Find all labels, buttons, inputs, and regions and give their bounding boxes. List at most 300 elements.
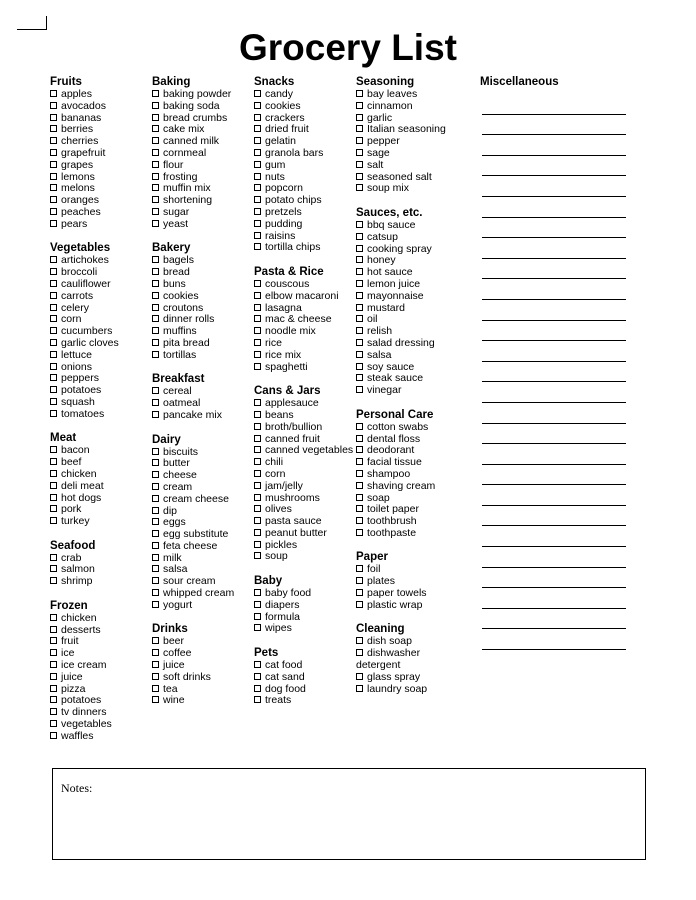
item-label: cauliflower <box>61 277 111 290</box>
checkbox-icon[interactable] <box>152 161 159 168</box>
checkbox-icon[interactable] <box>356 245 363 252</box>
checkbox-icon[interactable] <box>50 268 57 275</box>
section-heading: Dairy <box>152 433 181 446</box>
checkbox-icon[interactable] <box>356 374 363 381</box>
list-item <box>254 551 354 563</box>
checkbox-icon[interactable] <box>50 720 57 727</box>
checkbox-icon[interactable] <box>50 351 57 358</box>
write-in-line[interactable] <box>482 279 626 300</box>
write-in-line[interactable] <box>482 300 626 321</box>
checkbox-icon[interactable] <box>152 507 159 514</box>
checkbox-icon[interactable] <box>152 149 159 156</box>
checkbox-icon[interactable] <box>356 90 363 97</box>
checkbox-icon[interactable] <box>356 423 363 430</box>
item-label: baking soda <box>163 99 220 112</box>
checkbox-icon[interactable] <box>254 673 261 680</box>
item-label: rice <box>265 336 282 349</box>
checkbox-icon[interactable] <box>356 435 363 442</box>
section-pets <box>254 647 354 707</box>
checkbox-icon[interactable] <box>152 649 159 656</box>
item-label: canned fruit <box>265 432 320 445</box>
checkbox-icon[interactable] <box>50 614 57 621</box>
checkbox-icon[interactable] <box>50 208 57 215</box>
checkbox-icon[interactable] <box>152 292 159 299</box>
item-label: grapes <box>61 158 94 171</box>
section-baking <box>152 76 252 231</box>
checkbox-icon[interactable] <box>152 637 159 644</box>
checkbox-icon[interactable] <box>152 565 159 572</box>
item-label: broccoli <box>61 266 98 279</box>
checkbox-icon[interactable] <box>356 446 363 453</box>
item-label: tomatoes <box>61 407 105 420</box>
write-in-line[interactable] <box>482 485 626 506</box>
item-label: buns <box>163 277 186 290</box>
item-label: wine <box>163 694 185 707</box>
checkbox-icon[interactable] <box>50 482 57 489</box>
checkbox-icon[interactable] <box>254 149 261 156</box>
checkbox-icon[interactable] <box>254 184 261 191</box>
write-in-line[interactable] <box>482 568 626 589</box>
checkbox-icon[interactable] <box>50 386 57 393</box>
checkbox-icon[interactable] <box>50 173 57 180</box>
checkbox-icon[interactable] <box>254 529 261 536</box>
section-seafood <box>50 540 150 588</box>
item-label: sugar <box>163 205 190 218</box>
checkbox-icon[interactable] <box>254 399 261 406</box>
section-heading: Meat <box>50 432 77 445</box>
item-label: pancake mix <box>163 408 222 421</box>
checkbox-icon[interactable] <box>50 327 57 334</box>
checkbox-icon[interactable] <box>356 482 363 489</box>
checkbox-icon[interactable] <box>356 494 363 501</box>
checkbox-icon[interactable] <box>356 339 363 346</box>
checkbox-icon[interactable] <box>254 363 261 370</box>
item-label: pudding <box>265 217 303 230</box>
item-label: potato chips <box>265 194 322 207</box>
item-label: potatoes <box>61 694 102 707</box>
checkbox-icon[interactable] <box>50 554 57 561</box>
list-item <box>152 600 252 612</box>
checkbox-icon[interactable] <box>254 470 261 477</box>
checkbox-icon[interactable] <box>50 505 57 512</box>
checkbox-icon[interactable] <box>356 315 363 322</box>
checkbox-icon[interactable] <box>152 542 159 549</box>
item-label: plastic wrap <box>367 598 423 611</box>
checkbox-icon[interactable] <box>152 315 159 322</box>
section-heading: Seafood <box>50 539 96 552</box>
item-label: soup <box>265 550 288 563</box>
checkbox-icon[interactable] <box>254 661 261 668</box>
item-label: eggs <box>163 516 186 529</box>
checkbox-icon[interactable] <box>254 589 261 596</box>
checkbox-icon[interactable] <box>356 470 363 477</box>
checkbox-icon[interactable] <box>254 696 261 703</box>
item-label: foil <box>367 563 381 576</box>
checkbox-icon[interactable] <box>152 339 159 346</box>
checkbox-icon[interactable] <box>50 292 57 299</box>
checkbox-icon[interactable] <box>254 505 261 512</box>
checkbox-icon[interactable] <box>152 530 159 537</box>
checkbox-icon[interactable] <box>152 673 159 680</box>
list-item <box>254 623 354 635</box>
section-heading: Pets <box>254 647 279 660</box>
checkbox-icon[interactable] <box>254 102 261 109</box>
checkbox-icon[interactable] <box>50 363 57 370</box>
write-in-line[interactable] <box>482 588 626 609</box>
item-label: hot dogs <box>61 491 102 504</box>
checkbox-icon[interactable] <box>152 137 159 144</box>
checkbox-icon[interactable] <box>356 577 363 584</box>
checkbox-icon[interactable] <box>254 114 261 121</box>
checkbox-icon[interactable] <box>152 125 159 132</box>
item-label: yeast <box>163 217 189 230</box>
checkbox-icon[interactable] <box>152 351 159 358</box>
checkbox-icon[interactable] <box>152 256 159 263</box>
item-label: glass spray <box>367 670 421 683</box>
checkbox-icon[interactable] <box>356 649 363 656</box>
checkbox-icon[interactable] <box>50 90 57 97</box>
checkbox-icon[interactable] <box>356 114 363 121</box>
checkbox-icon[interactable] <box>254 552 261 559</box>
checkbox-icon[interactable] <box>152 114 159 121</box>
checkbox-icon[interactable] <box>152 471 159 478</box>
checkbox-icon[interactable] <box>254 613 261 620</box>
checkbox-icon[interactable] <box>254 292 261 299</box>
checkbox-icon[interactable] <box>152 220 159 227</box>
write-in-line[interactable] <box>482 259 626 280</box>
item-label: butter <box>163 457 190 470</box>
checkbox-icon[interactable] <box>356 102 363 109</box>
checkbox-icon[interactable] <box>254 435 261 442</box>
checkbox-icon[interactable] <box>50 565 57 572</box>
item-label: crackers <box>265 111 305 124</box>
section-cleaning <box>356 623 464 695</box>
checkbox-icon[interactable] <box>254 125 261 132</box>
checkbox-icon[interactable] <box>254 685 261 692</box>
checkbox-icon[interactable] <box>152 601 159 608</box>
checkbox-icon[interactable] <box>50 626 57 633</box>
item-label: mustard <box>367 301 405 314</box>
checkbox-icon[interactable] <box>356 161 363 168</box>
item-label: cornmeal <box>163 146 207 159</box>
checkbox-icon[interactable] <box>50 304 57 311</box>
write-in-line[interactable] <box>482 176 626 197</box>
checkbox-icon[interactable] <box>152 268 159 275</box>
checkbox-icon[interactable] <box>152 685 159 692</box>
checkbox-icon[interactable] <box>356 517 363 524</box>
checkbox-icon[interactable] <box>254 173 261 180</box>
write-in-line[interactable] <box>482 403 626 424</box>
item-label: formula <box>265 610 301 623</box>
checkbox-icon[interactable] <box>152 208 159 215</box>
item-label: salt <box>367 158 384 171</box>
checkbox-icon[interactable] <box>50 661 57 668</box>
checkbox-icon[interactable] <box>356 137 363 144</box>
write-in-line[interactable] <box>482 465 626 486</box>
checkbox-icon[interactable] <box>152 173 159 180</box>
checkbox-icon[interactable] <box>50 517 57 524</box>
checkbox-icon[interactable] <box>152 184 159 191</box>
item-label: soap <box>367 491 390 504</box>
item-label: gum <box>265 158 286 171</box>
checkbox-icon[interactable] <box>356 256 363 263</box>
checkbox-icon[interactable] <box>254 304 261 311</box>
checkbox-icon[interactable] <box>254 494 261 501</box>
checkbox-icon[interactable] <box>356 292 363 299</box>
item-label: pita bread <box>163 336 210 349</box>
item-label: seasoned salt <box>367 170 432 183</box>
write-in-line[interactable] <box>482 629 626 650</box>
checkbox-icon[interactable] <box>254 446 261 453</box>
checkbox-icon[interactable] <box>152 495 159 502</box>
item-label: Italian seasoning <box>367 123 446 136</box>
item-label: fruit <box>61 635 79 648</box>
item-label: bread crumbs <box>163 111 228 124</box>
write-in-line[interactable] <box>482 609 626 630</box>
checkbox-icon[interactable] <box>50 315 57 322</box>
item-label: laundry soap <box>367 682 428 695</box>
item-label: cat food <box>265 659 303 672</box>
write-in-line[interactable] <box>482 94 626 115</box>
write-in-line[interactable] <box>482 115 626 136</box>
item-label: couscous <box>265 277 310 290</box>
checkbox-icon[interactable] <box>152 196 159 203</box>
item-label: desserts <box>61 623 101 636</box>
checkbox-icon[interactable] <box>50 732 57 739</box>
checkbox-icon[interactable] <box>152 589 159 596</box>
checkbox-icon[interactable] <box>356 268 363 275</box>
checkbox-icon[interactable] <box>50 398 57 405</box>
item-label: melons <box>61 182 95 195</box>
checkbox-icon[interactable] <box>254 482 261 489</box>
section-sauces-etc <box>356 207 464 397</box>
checkbox-icon[interactable] <box>152 577 159 584</box>
checkbox-icon[interactable] <box>152 327 159 334</box>
checkbox-icon[interactable] <box>50 637 57 644</box>
checkbox-icon[interactable] <box>50 649 57 656</box>
checkbox-icon[interactable] <box>152 448 159 455</box>
item-label: pepper <box>367 135 400 148</box>
write-in-line[interactable] <box>482 382 626 403</box>
list-item <box>50 219 150 231</box>
checkbox-icon[interactable] <box>152 554 159 561</box>
checkbox-icon[interactable] <box>356 327 363 334</box>
item-label: shampoo <box>367 467 411 480</box>
item-label: candy <box>265 88 294 100</box>
item-label: ice <box>61 647 75 660</box>
checkbox-icon[interactable] <box>50 220 57 227</box>
write-in-line[interactable] <box>482 341 626 362</box>
checkbox-icon[interactable] <box>356 221 363 228</box>
checkbox-icon[interactable] <box>254 624 261 631</box>
item-label: relish <box>367 325 393 338</box>
checkbox-icon[interactable] <box>254 220 261 227</box>
checkbox-icon[interactable] <box>152 518 159 525</box>
checkbox-icon[interactable] <box>356 233 363 240</box>
checkbox-icon[interactable] <box>50 494 57 501</box>
item-label: cake mix <box>163 123 205 136</box>
notes-box[interactable] <box>52 768 646 860</box>
checkbox-icon[interactable] <box>50 256 57 263</box>
checkbox-icon[interactable] <box>356 363 363 370</box>
checkbox-icon[interactable] <box>254 423 261 430</box>
write-in-line[interactable] <box>482 156 626 177</box>
write-in-line[interactable] <box>482 135 626 156</box>
item-label: lasagna <box>265 301 302 314</box>
checkbox-icon[interactable] <box>254 280 261 287</box>
checkbox-icon[interactable] <box>356 184 363 191</box>
section-heading: Cans & Jars <box>254 385 321 398</box>
checkbox-icon[interactable] <box>50 577 57 584</box>
item-label: corn <box>265 467 286 480</box>
item-label: nuts <box>265 170 285 183</box>
checkbox-icon[interactable] <box>50 125 57 132</box>
write-in-line[interactable] <box>482 362 626 383</box>
item-label: broth/bullion <box>265 420 323 433</box>
checkbox-icon[interactable] <box>254 161 261 168</box>
item-label: cereal <box>163 385 192 398</box>
checkbox-icon[interactable] <box>356 351 363 358</box>
checkbox-icon[interactable] <box>356 149 363 156</box>
checkbox-icon[interactable] <box>152 696 159 703</box>
checkbox-icon[interactable] <box>50 184 57 191</box>
section-cans-jars <box>254 385 354 563</box>
write-in-line[interactable] <box>482 197 626 218</box>
item-label: bay leaves <box>367 88 418 100</box>
item-label: juice <box>163 659 185 672</box>
checkbox-icon[interactable] <box>50 137 57 144</box>
write-in-line[interactable] <box>482 444 626 465</box>
item-label: pears <box>61 217 88 230</box>
checkbox-icon[interactable] <box>50 161 57 168</box>
checkbox-icon[interactable] <box>152 459 159 466</box>
checkbox-icon[interactable] <box>152 661 159 668</box>
item-label: canned vegetables <box>265 444 354 457</box>
item-label: bagels <box>163 254 194 267</box>
checkbox-icon[interactable] <box>50 280 57 287</box>
item-label: corn <box>61 313 82 326</box>
checkbox-icon[interactable] <box>254 327 261 334</box>
checkbox-icon[interactable] <box>356 637 363 644</box>
checkbox-icon[interactable] <box>50 685 57 692</box>
item-label: cooking spray <box>367 242 432 255</box>
item-label: salad dressing <box>367 336 435 349</box>
checkbox-icon[interactable] <box>50 470 57 477</box>
checkbox-icon[interactable] <box>50 339 57 346</box>
checkbox-icon[interactable] <box>152 280 159 287</box>
item-label: dinner rolls <box>163 313 215 326</box>
checkbox-icon[interactable] <box>356 685 363 692</box>
write-in-line[interactable] <box>482 321 626 342</box>
item-label: toilet paper <box>367 503 419 516</box>
checkbox-icon[interactable] <box>50 102 57 109</box>
item-label: plates <box>367 575 396 588</box>
checkbox-icon[interactable] <box>254 90 261 97</box>
checkbox-icon[interactable] <box>152 483 159 490</box>
section-fruits <box>50 76 150 231</box>
list-item <box>254 362 354 374</box>
checkbox-icon[interactable] <box>254 315 261 322</box>
write-in-line[interactable] <box>482 238 626 259</box>
checkbox-icon[interactable] <box>50 410 57 417</box>
checkbox-icon[interactable] <box>254 541 261 548</box>
checkbox-icon[interactable] <box>50 696 57 703</box>
checkbox-icon[interactable] <box>356 280 363 287</box>
checkbox-icon[interactable] <box>50 196 57 203</box>
checkbox-icon[interactable] <box>254 458 261 465</box>
checkbox-icon[interactable] <box>254 196 261 203</box>
checkbox-icon[interactable] <box>254 351 261 358</box>
item-label: lemon juice <box>367 277 421 290</box>
checkbox-icon[interactable] <box>356 505 363 512</box>
write-in-line[interactable] <box>482 547 626 568</box>
item-label: baby food <box>265 587 312 600</box>
item-label: soft drinks <box>163 670 211 683</box>
checkbox-icon[interactable] <box>356 529 363 536</box>
checkbox-icon[interactable] <box>356 601 363 608</box>
section-snacks <box>254 76 354 254</box>
item-label: honey <box>367 254 396 267</box>
checkbox-icon[interactable] <box>50 673 57 680</box>
write-in-line[interactable] <box>482 218 626 239</box>
section-dairy <box>152 434 252 612</box>
item-label: olives <box>265 503 292 516</box>
checkbox-icon[interactable] <box>50 374 57 381</box>
item-label: hot sauce <box>367 266 413 279</box>
checkbox-icon[interactable] <box>356 173 363 180</box>
checkbox-icon[interactable] <box>50 458 57 465</box>
write-in-line[interactable] <box>482 526 626 547</box>
section-seasoning <box>356 76 464 195</box>
item-label: yogurt <box>163 598 193 611</box>
checkbox-icon[interactable] <box>356 304 363 311</box>
checkbox-icon[interactable] <box>254 137 261 144</box>
checkbox-icon[interactable] <box>254 232 261 239</box>
checkbox-icon[interactable] <box>152 411 159 418</box>
checkbox-icon[interactable] <box>152 90 159 97</box>
checkbox-icon[interactable] <box>356 458 363 465</box>
checkbox-icon[interactable] <box>356 125 363 132</box>
checkbox-icon[interactable] <box>50 446 57 453</box>
item-label: cherries <box>61 135 99 148</box>
checkbox-icon[interactable] <box>254 411 261 418</box>
checkbox-icon[interactable] <box>254 243 261 250</box>
checkbox-icon[interactable] <box>254 601 261 608</box>
checkbox-icon[interactable] <box>152 102 159 109</box>
checkbox-icon[interactable] <box>356 386 363 393</box>
item-label: sage <box>367 146 390 159</box>
checkbox-icon[interactable] <box>254 517 261 524</box>
item-label: beer <box>163 635 185 648</box>
write-in-line[interactable] <box>482 506 626 527</box>
checkbox-icon[interactable] <box>152 387 159 394</box>
checkbox-icon[interactable] <box>254 339 261 346</box>
checkbox-icon[interactable] <box>356 673 363 680</box>
checkbox-icon[interactable] <box>50 149 57 156</box>
checkbox-icon[interactable] <box>356 565 363 572</box>
checkbox-icon[interactable] <box>50 708 57 715</box>
checkbox-icon[interactable] <box>152 304 159 311</box>
item-label: muffins <box>163 325 197 338</box>
checkbox-icon[interactable] <box>254 208 261 215</box>
write-in-line[interactable] <box>482 424 626 445</box>
checkbox-icon[interactable] <box>356 589 363 596</box>
item-label: deodorant <box>367 444 415 457</box>
column-2 <box>152 76 252 707</box>
checkbox-icon[interactable] <box>50 114 57 121</box>
item-label: oatmeal <box>163 397 201 410</box>
checkbox-icon[interactable] <box>152 399 159 406</box>
